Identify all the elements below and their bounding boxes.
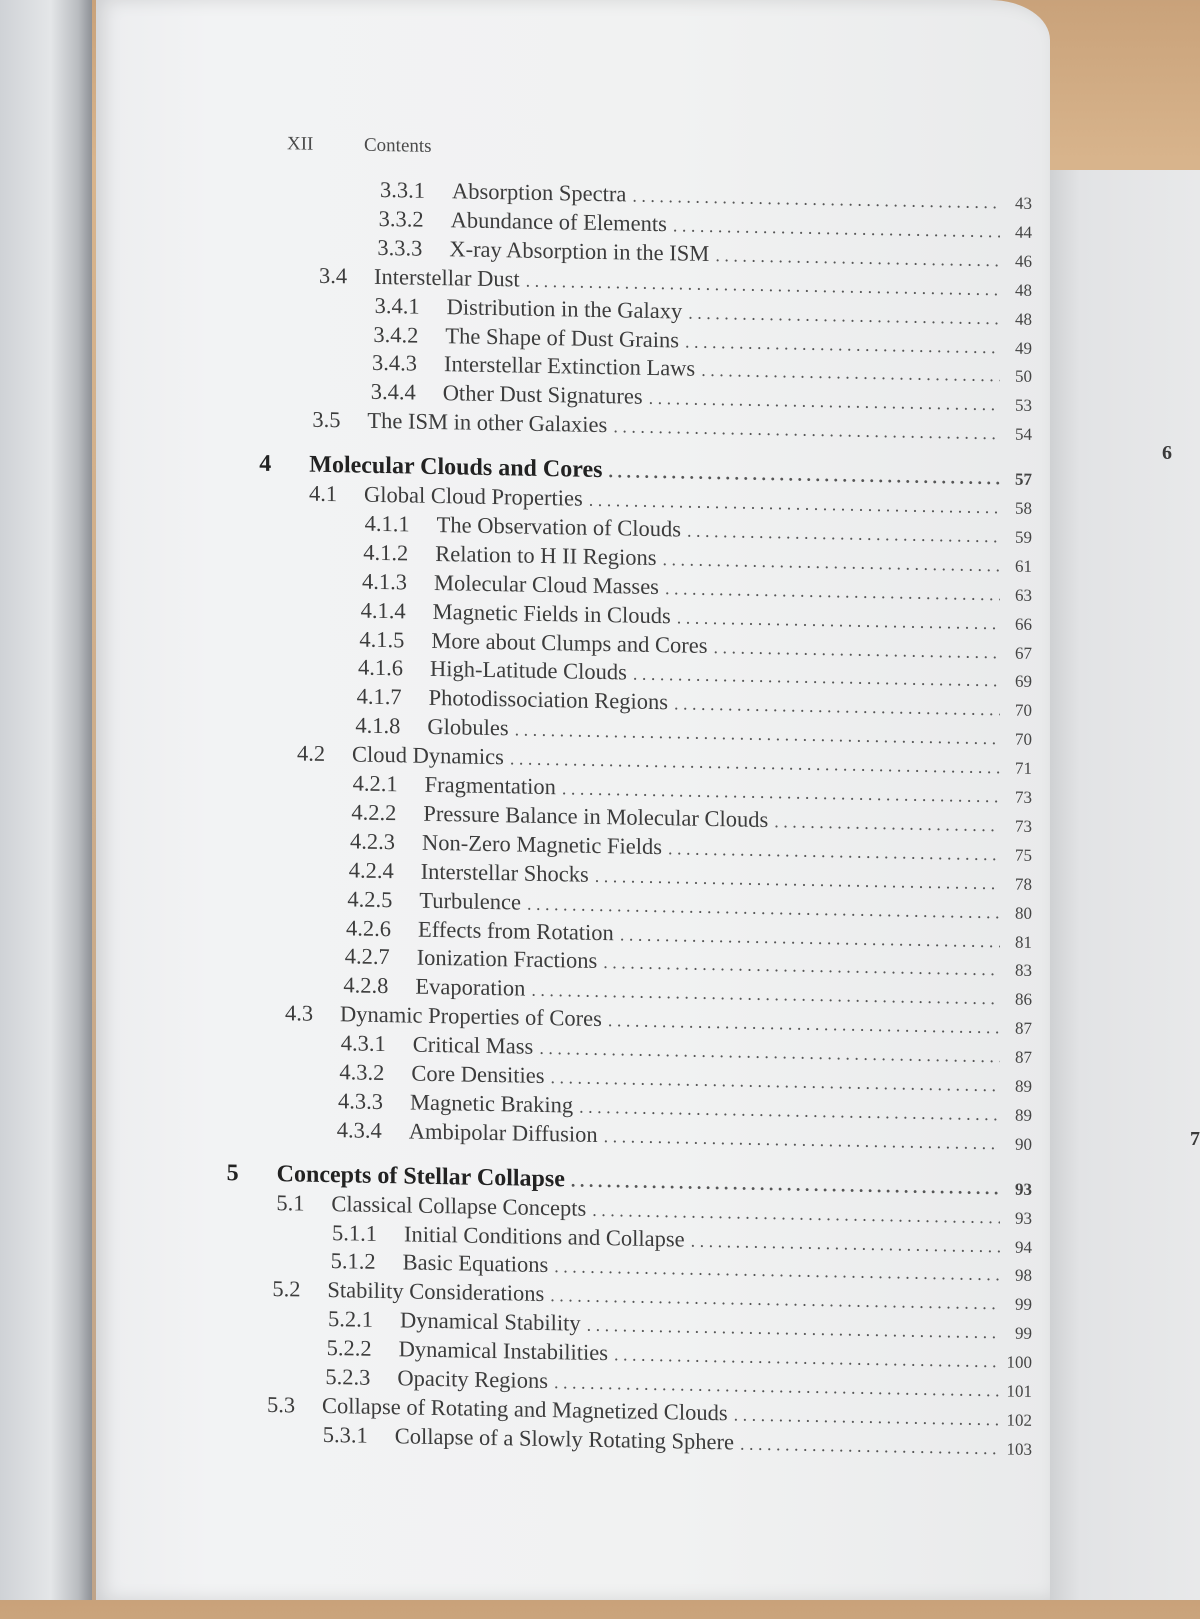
toc-entry-number: 4.1.5 [359,626,405,652]
toc-entry-title: Fragmentation [424,771,556,800]
toc-entry-title: Abundance of Elements [450,207,667,237]
dot-leader [714,637,1000,663]
toc-entry-number: 4.3.1 [340,1030,386,1057]
toc-entry-title: More about Clumps and Cores [431,627,708,658]
toc-entry-page: 50 [1014,366,1032,387]
dot-leader [632,186,1000,214]
dot-leader [571,1170,1000,1199]
toc-entry-number: 4.1.7 [356,683,402,710]
toc-entry-number: 3.3.3 [377,234,423,261]
dot-leader [550,1067,1000,1096]
toc-entry-title: Pressure Balance in Molecular Clouds [423,800,769,832]
toc-entry-title: Magnetic Fields in Clouds [432,598,671,628]
toc-entry-title: Collapse of a Slowly Rotating Sphere [394,1423,735,1455]
toc-entry-number: 4.2.5 [347,885,393,912]
toc-entry-title: Other Dust Signatures [442,380,643,410]
toc-entry-title: The Shape of Dust Grains [445,322,680,352]
toc-entry-number: 5.1.1 [331,1219,377,1246]
toc-entry-page: 48 [1014,309,1032,329]
dot-leader [595,866,1000,894]
dot-leader [604,1126,1000,1154]
toc-entry-page: 94 [1014,1237,1032,1257]
toc-entry-title: The Observation of Clouds [436,511,681,542]
dot-leader [613,416,1000,444]
toc-entry-number: 4.1.4 [360,597,406,624]
toc-entry-number: 3.4.3 [372,350,418,377]
toc-entry-page: 100 [1006,1352,1032,1373]
toc-entry-title: Absorption Spectra [452,178,627,207]
toc-entry-title: Turbulence [419,887,522,915]
toc-entry-page: 67 [1014,643,1032,663]
dot-leader [531,980,1000,1010]
toc-entry-title: Core Densities [411,1060,545,1088]
toc-entry-number: 4.2.2 [351,799,397,826]
toc-entry-title: Effects from Rotation [418,916,614,945]
toc-entry-number: 4.2.8 [343,972,389,999]
toc-entry-number: 3.3.1 [380,176,425,203]
toc-entry-number: 4.1.8 [355,712,401,739]
toc-entry-page: 46 [1014,251,1032,271]
toc-entry-title: Opacity Regions [397,1365,548,1394]
dot-leader [687,520,1000,547]
dot-leader [674,694,1000,721]
toc-entry-title: Stability Considerations [327,1277,545,1307]
dot-leader [691,1230,1000,1257]
facing-chapter-number: 6 [1162,442,1172,464]
toc-entry-number: 5.1.2 [330,1248,376,1275]
toc-entry-page: 98 [1014,1265,1032,1286]
toc-entry-page: 69 [1014,671,1032,692]
toc-entry-title: Globules [427,714,509,741]
toc-entry-number: 4 [259,450,272,478]
toc-entry-title: Classical Collapse Concepts [331,1190,587,1221]
toc-entry-page: 102 [1006,1410,1032,1430]
dot-leader [554,1257,1000,1286]
toc-entry-page: 71 [1014,758,1032,779]
facing-chapter-number: 7 [1190,1128,1200,1150]
toc-entry-number: 3.4 [319,262,348,289]
toc-entry-page: 103 [1006,1439,1032,1459]
toc-entry-page: 86 [1014,989,1032,1010]
toc-entry-title: The ISM in other Galaxies [367,407,608,438]
toc-entry-title: Global Cloud Properties [363,481,583,511]
toc-entry-number: 4.1.6 [357,654,403,681]
toc-entry-number: 5.2.2 [326,1335,372,1361]
toc-entry-page: 61 [1014,556,1032,576]
toc-entry-number: 3.4.4 [370,379,416,405]
toc-entry-number: 5.2 [272,1276,301,1302]
toc-entry-page: 93 [1014,1179,1032,1199]
page-number: XII [287,133,314,155]
toc-entry-page: 75 [1014,845,1032,865]
dot-leader [562,778,1000,807]
toc-entry-number: 4.3 [285,1000,314,1026]
toc-entry-number: 5.2.3 [325,1363,371,1390]
dot-leader [665,578,1000,605]
toc-entry-page: 73 [1014,787,1032,807]
toc-entry-page: 90 [1014,1134,1032,1154]
toc-entry-page: 89 [1014,1105,1032,1125]
dot-leader [587,1315,1000,1344]
toc-entry-page: 70 [1014,700,1032,721]
toc-entry-page: 89 [1014,1076,1032,1096]
toc-entry-page: 101 [1006,1381,1032,1401]
dot-leader [579,1097,1000,1126]
toc-entry-number: 4.3.3 [338,1088,384,1114]
toc-entry-title: Distribution in the Galaxy [446,293,683,324]
facing-page [1050,170,1200,1600]
toc-entry-page: 48 [1014,280,1032,300]
toc-entry-number: 4.2 [297,740,326,767]
toc-entry-page: 81 [1014,932,1032,952]
dot-leader [677,607,1000,634]
toc-entry-page: 70 [1014,729,1032,750]
toc-entry-title: Collapse of Rotating and Magnetized Clouds [322,1392,728,1426]
dot-leader [688,302,1000,329]
toc-entry-title: Interstellar Extinction Laws [444,351,696,382]
toc-entry-page: 66 [1014,614,1032,634]
toc-entry-number: 4.2.4 [348,857,394,883]
toc-entry-page: 80 [1014,903,1032,923]
toc-entry-page: 43 [1015,193,1032,213]
dot-leader [673,215,1000,242]
toc-entry-number: 4.3.4 [336,1116,382,1143]
dot-leader [649,388,1000,415]
toc-entry-title: Interstellar Dust [374,263,520,292]
dot-leader [550,1285,1000,1314]
toc-entry-title: Dynamic Properties of Cores [340,1001,602,1032]
running-title: Contents [364,134,432,157]
toc-entry-page: 78 [1014,874,1032,894]
toc-entry-number: 3.4.1 [374,292,420,319]
toc-entry-title: Ionization Fractions [416,945,598,974]
dot-leader [608,461,1000,489]
toc-entry-page: 54 [1014,424,1032,445]
dot-leader [715,245,1000,271]
dot-leader [701,360,1000,386]
dot-leader [603,952,1000,980]
toc-entry-number: 4.2.1 [352,770,398,797]
dot-leader [608,1010,1000,1038]
dot-leader [539,1038,1000,1067]
dot-leader [668,838,1000,865]
toc-entry-number: 4.2.7 [344,943,390,970]
toc-entry-page: 63 [1014,585,1032,605]
toc-entry-title: X-ray Absorption in the ISM [449,236,710,266]
toc-entry-title: Magnetic Braking [410,1089,574,1118]
dot-leader [685,331,1000,358]
toc-entry-title: Dynamical Stability [400,1307,581,1336]
toc-entry-number: 3.3.2 [378,205,424,232]
toc-entry-title: Molecular Clouds and Cores [309,451,603,484]
toc-entry-title: Interstellar Shocks [420,858,589,887]
toc-entry-number: 4.1.3 [361,568,407,595]
toc-entry-title: Concepts of Stellar Collapse [276,1160,565,1193]
toc-entry-title: Basic Equations [402,1249,549,1278]
toc-entry-page: 59 [1014,527,1032,547]
dot-leader [633,664,1000,692]
toc-entry-number: 3.5 [312,406,341,433]
dot-leader [774,811,1000,836]
toc-entry-page: 87 [1014,1047,1032,1068]
dot-leader [614,1344,1000,1372]
dot-leader [592,1199,1000,1227]
toc-entry-title: Initial Conditions and Collapse [403,1220,685,1252]
toc-entry-title: Non-Zero Magnetic Fields [422,829,662,859]
toc-entry-page: 99 [1014,1323,1032,1344]
dot-leader [734,1404,1000,1430]
toc-entry-number: 4.3.2 [339,1059,385,1086]
toc-entry-title: Cloud Dynamics [352,741,504,770]
toc-entry-title: Ambipolar Diffusion [408,1118,598,1147]
dot-leader [620,924,1000,952]
toc-entry-page: 83 [1014,960,1032,981]
dot-leader [554,1372,1000,1401]
toc-entry-title: Dynamical Instabilities [398,1336,608,1366]
toc-entry-page: 44 [1014,222,1032,242]
toc-entry-number: 5.3.1 [322,1421,368,1448]
toc-entry-title: Photodissociation Regions [428,685,669,715]
toc-entry-number: 4.1 [308,480,338,507]
toc-entry-title: Critical Mass [412,1031,534,1059]
toc-entry-page: 53 [1014,395,1032,416]
toc-entry-title: High-Latitude Clouds [429,656,627,685]
toc-entry-page: 99 [1014,1294,1032,1315]
dot-leader [589,490,1000,519]
toc-entry-number: 3.4.2 [373,321,419,348]
toc-entry-number: 4.2.3 [350,828,396,855]
toc-entry-number: 4.1.2 [363,539,409,566]
toc-entry-page: 93 [1014,1208,1032,1228]
toc-entry-page: 57 [1014,469,1032,490]
toc-entry-number: 4.2.6 [346,914,392,941]
toc-entry-page: 87 [1014,1018,1032,1039]
toc-entry-number: 5.1 [276,1189,305,1216]
toc-entry-number: 5.3 [267,1391,296,1418]
toc-entry-page: 58 [1014,498,1032,518]
dot-leader [663,549,1000,576]
toc-entry-page: 73 [1014,816,1032,836]
toc-entry-number: 5.2.1 [328,1306,373,1333]
toc-entry-title: Molecular Cloud Masses [433,569,659,599]
toc-entry-number: 4.1.1 [364,510,410,537]
toc-entry-number: 5 [226,1159,239,1187]
toc-entry-title: Relation to H II Regions [435,540,657,570]
toc-entry-title: Evaporation [415,973,526,1001]
dot-leader [740,1433,1000,1459]
toc-entry-page: 49 [1014,338,1032,358]
